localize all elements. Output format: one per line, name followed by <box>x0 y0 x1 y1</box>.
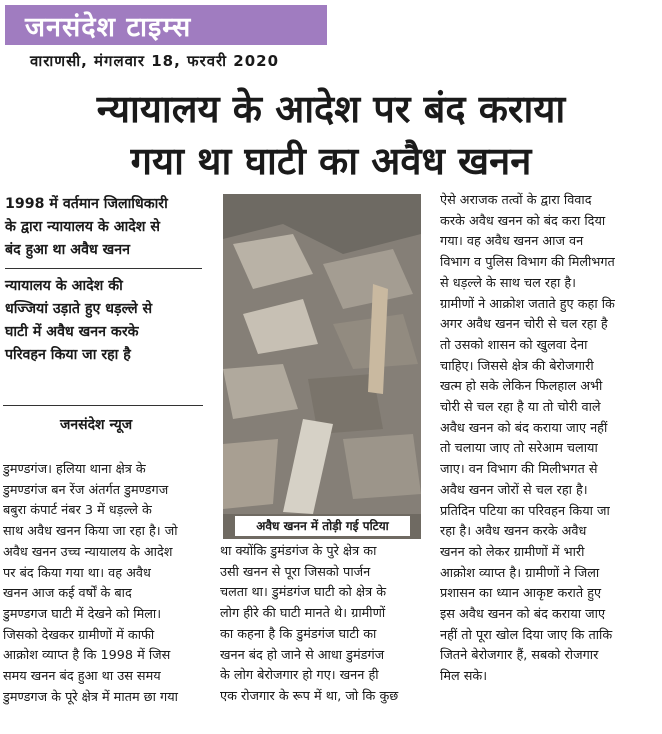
byline: जनसंदेश न्यूज <box>60 417 133 433</box>
body-line: जिसको देखकर ग्रामीणों में काफी <box>3 627 155 643</box>
headline-line-2: गया था घाटी का अवैध खनन <box>130 139 532 183</box>
news-photo <box>223 194 421 539</box>
body-line: बबुरा कंपार्ट नंबर 3 में धड़ल्ले के <box>3 503 152 519</box>
body-line: डुमण्डगंज बन रेंज अंतर्गत डुमण्डगज <box>3 482 169 498</box>
body-line: एक रोजगार के रूप में था, जो कि कुछ <box>220 688 399 704</box>
body-line: रहा है। अवैध खनन करके अवैध <box>440 524 587 540</box>
highlight-line: न्यायालय के आदेश की <box>5 278 123 294</box>
dateline: वाराणसी, मंगलवार 18, फरवरी 2020 <box>30 52 280 70</box>
body-line: ग्रामीणों ने आक्रोश जताते हुए कहा कि <box>440 296 615 312</box>
body-line: तो उसको शासन को खुलवा देना <box>440 337 588 353</box>
body-line: इस अवैध खनन को बंद कराया जाए <box>440 607 606 623</box>
highlight-line: 1998 में वर्तमान जिलाधिकारी <box>5 196 168 212</box>
body-line: डुमण्डगंज। हलिया थाना क्षेत्र के <box>3 462 146 477</box>
divider <box>3 405 203 406</box>
body-line: खनन को लेकर ग्रामीणों में भारी <box>440 544 585 560</box>
body-line: लोग हीरे की घाटी मानते थे। ग्रामीणों <box>220 606 386 622</box>
divider <box>5 268 202 269</box>
body-line: आक्रोश व्याप्त है। ग्रामीणों ने जिला <box>440 565 600 581</box>
highlight-block-2 <box>5 275 202 367</box>
body-line: डुमण्डगज के पूरे क्षेत्र में मातम छा गया <box>3 689 178 705</box>
sidebar-highlights <box>5 193 202 367</box>
body-line: आक्रोश व्याप्त है कि 1998 में जिस <box>3 648 171 664</box>
body-line: चाहिए। जिससे क्षेत्र की बेरोजगारी <box>440 358 594 374</box>
body-line: साथ अवैध खनन किया जा रहा है। जो <box>3 524 178 540</box>
body-line: चलता था। डुमंडगंज घाटी को क्षेत्र के <box>220 585 387 601</box>
body-line: ऐसे अराजक तत्वों के द्वारा विवाद <box>440 193 592 208</box>
newspaper-name: जनसंदेश टाइम्स <box>25 12 192 43</box>
highlight-line: परिवहन किया जा रहा है <box>5 347 131 363</box>
body-column-1 <box>3 460 208 708</box>
body-line: डुमण्डगज घाटी में देखने को मिला। <box>3 606 162 622</box>
body-line: अवैध खनन उच्च न्यायालय के आदेश <box>3 544 173 560</box>
body-line: का कहना है कि डुमंडगंज घाटी का <box>220 626 377 642</box>
body-line: पर बंद किया गया था। वह अवैध <box>3 565 151 581</box>
body-line: गया। वह अवैध खनन आज वन <box>440 234 584 250</box>
body-column-3 <box>440 191 640 688</box>
body-line: प्रशासन का ध्यान आकृष्ट कराते हुए <box>440 586 602 602</box>
rubble-photo-illustration <box>223 194 421 539</box>
body-line: चोरी से चल रहा है या तो चोरी वाले <box>440 400 601 416</box>
highlight-line: घाटी में अवैध खनन करके <box>5 324 139 340</box>
body-line: उसी खनन से पूरा जिसको पार्जन <box>220 564 371 580</box>
body-line: विभाग व पुलिस विभाग की मिलीभगत <box>440 255 615 271</box>
body-line: समय खनन बंद हुआ था उस समय <box>3 669 161 685</box>
body-line: प्रतिदिन पटिया का परिवहन किया जा <box>440 503 610 519</box>
body-line: अवैध खनन को बंद कराया जाए नहीं <box>440 420 608 436</box>
highlight-block-1 <box>5 193 202 262</box>
body-line: करके अवैध खनन को बंद करा दिया <box>440 213 606 229</box>
body-line: जाए। वन विभाग की मिलीभगत से <box>440 462 598 478</box>
highlight-line: बंद हुआ था अवैध खनन <box>5 242 130 258</box>
body-line: अवैध खनन जोरों से चल रहा है। <box>440 482 588 498</box>
body-line: खत्म हो सके लेकिन फिलहाल अभी <box>440 379 603 395</box>
body-line: तो चलाया जाए तो सरेआम चलाया <box>440 441 598 457</box>
body-column-2 <box>220 542 425 708</box>
body-line: अगर अवैध खनन चोरी से चल रहा है <box>440 317 608 333</box>
highlight-line: धज्जियां उड़ाते हुए धड़ल्ले से <box>5 301 153 317</box>
highlight-line: के द्वारा न्यायालय के आदेश से <box>5 219 160 235</box>
body-line: से धड़ल्ले के साथ चल रहा है। <box>440 275 576 291</box>
body-line: खनन बंद हो जाने से आधा डुमंडगंज <box>220 647 385 663</box>
photo-caption: अवैध खनन में तोड़ी गई पटिया <box>235 516 410 536</box>
body-line: खनन आज कई वर्षों के बाद <box>3 586 132 602</box>
body-line: मिल सके। <box>440 669 488 685</box>
body-line: था क्योंकि डुमंडगंज के पुरे क्षेत्र का <box>220 544 377 559</box>
body-line: जितने बेरोजगार हैं, सबको रोजगार <box>440 648 599 664</box>
masthead <box>5 5 327 45</box>
body-line: नहीं तो पूरा खोल दिया जाए कि ताकि <box>440 627 613 643</box>
body-line: के लोग बेरोजगार हो गए। खनन ही <box>220 668 379 684</box>
headline-line-1: न्यायालय के आदेश पर बंद कराया <box>96 87 566 131</box>
